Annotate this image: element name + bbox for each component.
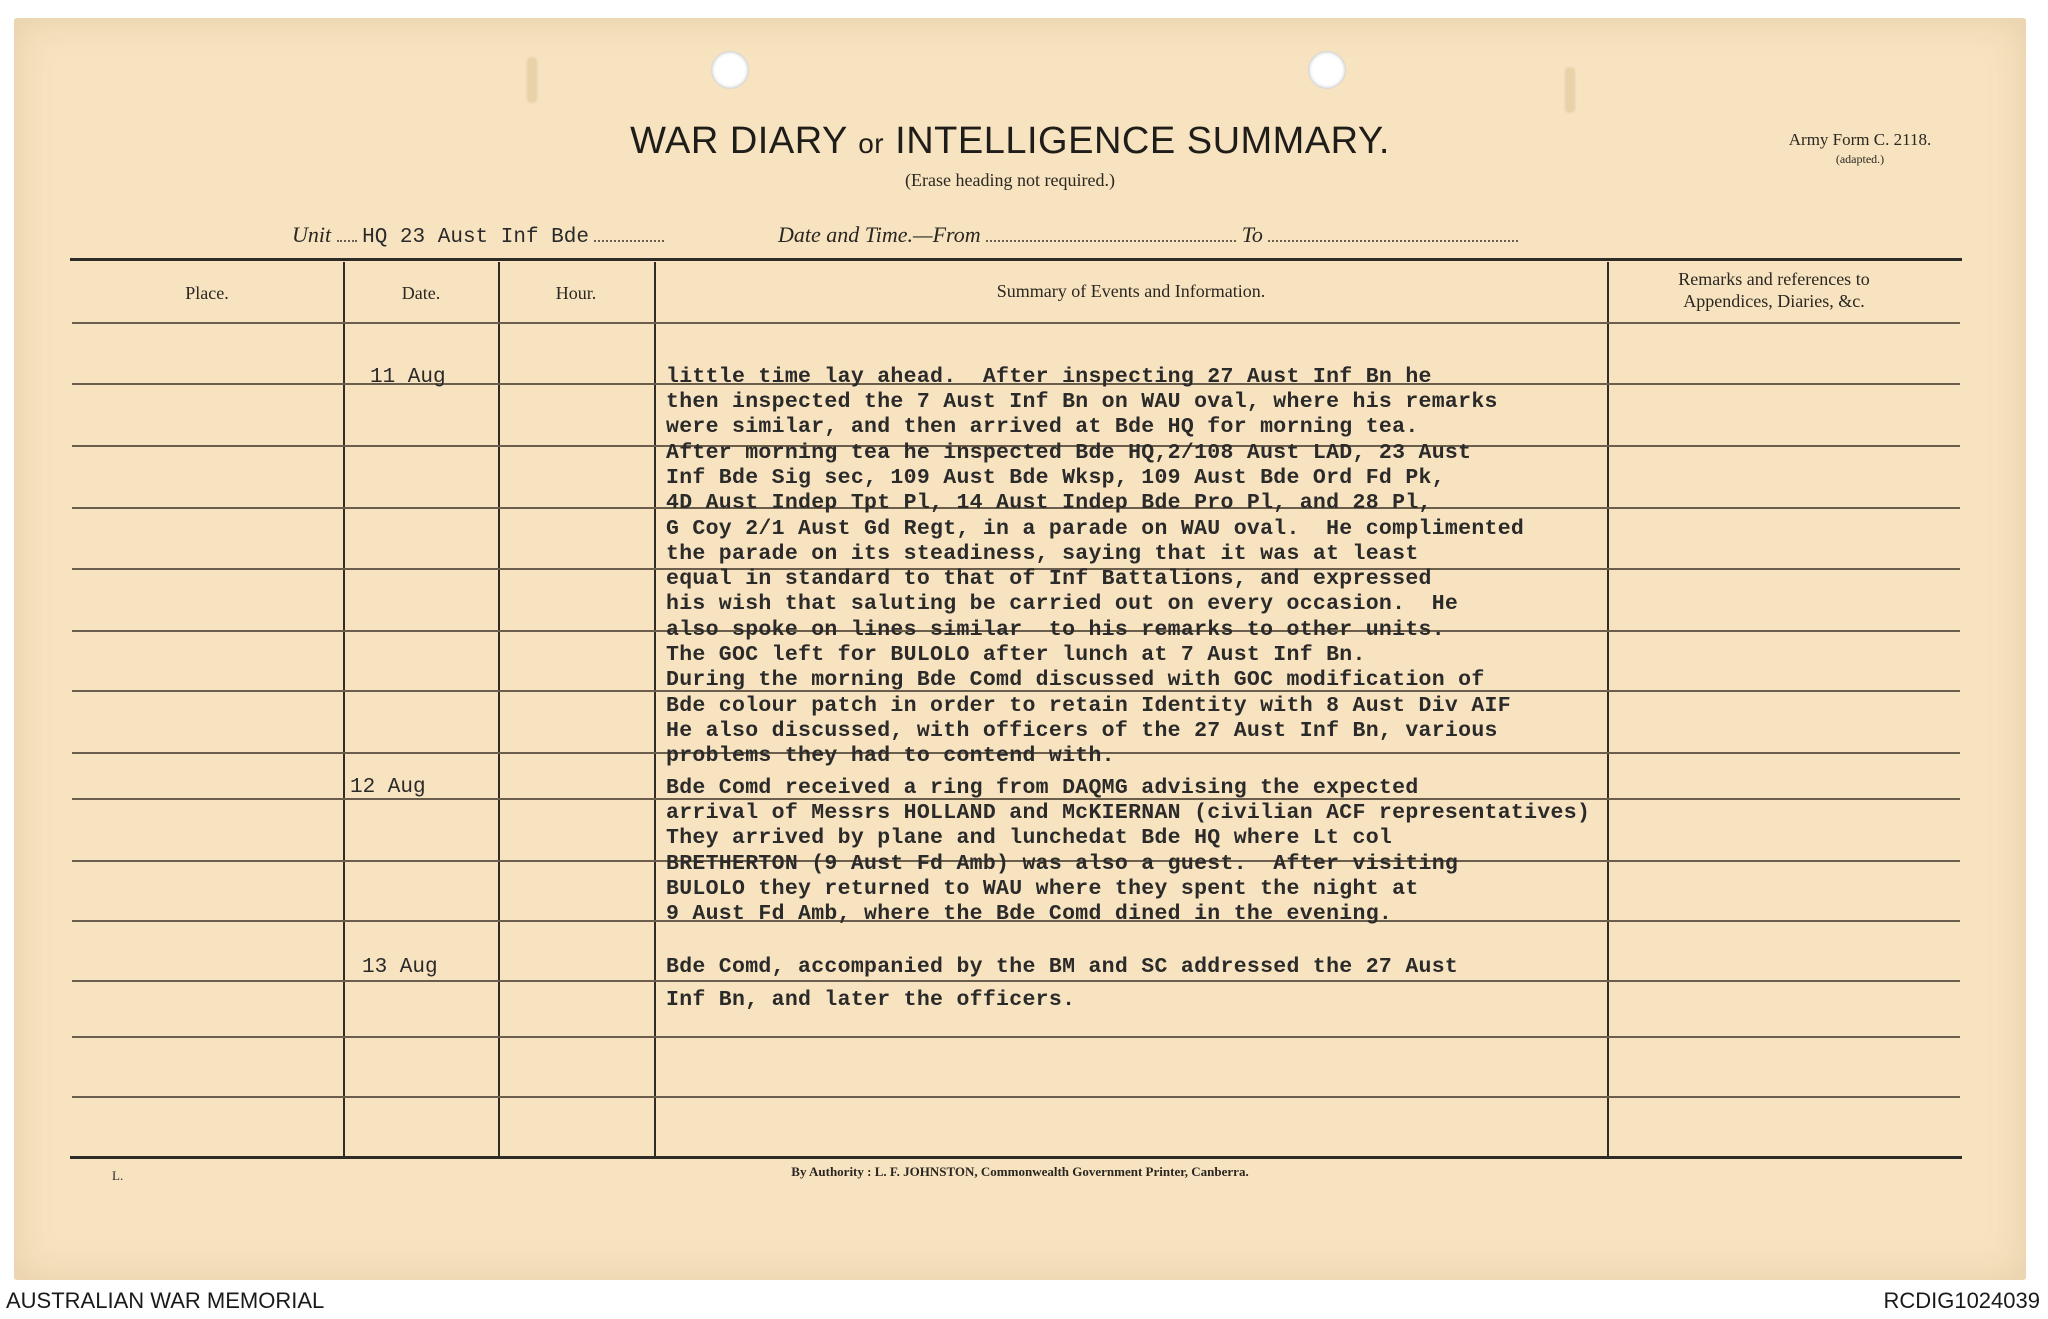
entry-line: Bde Comd received a ring from DAQMG advising the expected	[666, 776, 1419, 800]
ruled-row-line	[72, 980, 1960, 982]
date-entry-2: 12 Aug	[350, 776, 426, 799]
entry-line: arrival of Messrs HOLLAND and McKIERNAN (civilian ACF representatives)	[666, 801, 1591, 825]
unit-value: HQ 23 Aust Inf Bde	[362, 226, 589, 249]
date-time-label: Date and Time.—From	[778, 222, 981, 247]
column-divider-hour	[654, 262, 656, 1158]
entry-line: During the morning Bde Comd discussed with GOC modification of	[666, 668, 1485, 692]
entry-line: equal in standard to that of Inf Battalions, and expressed	[666, 567, 1432, 591]
form-title-part-1: WAR DIARY	[630, 120, 848, 162]
table-bottom-border	[70, 1156, 1962, 1159]
punch-hole-right	[1308, 51, 1346, 89]
archive-id: RCDIG1024039	[1883, 1288, 2040, 1313]
column-header-remarks	[1609, 268, 1939, 312]
column-header-hour: Hour.	[555, 283, 597, 303]
staple-mark-left	[528, 58, 536, 102]
ruled-row-line	[72, 322, 1960, 324]
entry-line: G Coy 2/1 Aust Gd Regt, in a parade on WAU oval. He complimented	[666, 517, 1525, 541]
entry-line: Bde colour patch in order to retain Identity with 8 Aust Div AIF	[666, 694, 1511, 718]
entry-line: also spoke on lines similar to his remarks to other units.	[666, 618, 1445, 642]
entry-line: They arrived by plane and lunchedat Bde HQ where Lt col	[666, 826, 1393, 850]
column-divider-date	[498, 262, 500, 1158]
form-subtitle: (Erase heading not required.)	[905, 170, 1115, 190]
to-label: To	[1241, 222, 1263, 247]
entry-line: Inf Bn, and later the officers.	[666, 988, 1076, 1012]
entry-line: were similar, and then arrived at Bde HQ for morning tea.	[666, 415, 1419, 439]
entry-line: He also discussed, with officers of the 27 Aust Inf Bn, various	[666, 719, 1498, 743]
column-header-remarks-line-1: Remarks and references to	[1678, 269, 1870, 289]
entry-line: Inf Bde Sig sec, 109 Aust Bde Wksp, 109 Aust Bde Ord Fd Pk,	[666, 466, 1445, 490]
printer-authority: By Authority : L. F. JOHNSTON, Commonwealth Government Printer, Canberra.	[791, 1164, 1249, 1179]
form-title	[580, 120, 1440, 163]
unit-row	[292, 222, 664, 249]
footer-mark: L.	[112, 1168, 124, 1183]
entry-line: Bde Comd, accompanied by the BM and SC addressed the 27 Aust	[666, 955, 1459, 979]
column-divider-summary	[1607, 262, 1609, 1158]
unit-label: Unit	[292, 222, 332, 247]
entry-line: 4D Aust Indep Tpt Pl, 14 Aust Indep Bde Pro Pl, and 28 Pl,	[666, 491, 1432, 515]
ruled-row-line	[72, 1036, 1960, 1038]
entry-line: BRETHERTON (9 Aust Fd Amb) was also a guest. After visiting	[666, 852, 1459, 876]
form-title-part-2: INTELLIGENCE SUMMARY.	[895, 120, 1390, 162]
entry-line: the parade on its steadiness, saying that it was at least	[666, 542, 1419, 566]
ruled-row-line	[72, 1096, 1960, 1098]
form-title-or: or	[858, 128, 885, 159]
entry-line: BULOLO they returned to WAU where they spent the night at	[666, 877, 1419, 901]
date-entry-1: 11 Aug	[370, 366, 446, 389]
column-header-summary: Summary of Events and Information.	[996, 281, 1266, 301]
table-top-border	[70, 258, 1962, 261]
column-header-remarks-line-2: Appendices, Diaries, &c.	[1683, 291, 1865, 311]
entry-line: his wish that saluting be carried out on every occasion. He	[666, 592, 1459, 616]
entry-line: The GOC left for BULOLO after lunch at 7 Aust Inf Bn.	[666, 643, 1366, 667]
entry-line: little time lay ahead. After inspecting 27 Aust Inf Bn he	[666, 365, 1432, 389]
column-divider-place	[343, 262, 345, 1158]
date-entry-3: 13 Aug	[362, 956, 438, 979]
army-form-adapted: (adapted.)	[1835, 152, 1885, 166]
army-form-number: Army Form C. 2118.	[1788, 130, 1932, 149]
column-header-date: Date.	[401, 283, 441, 303]
entry-line: 9 Aust Fd Amb, where the Bde Comd dined in the evening.	[666, 902, 1393, 926]
punch-hole-left	[711, 51, 749, 89]
staple-mark-right	[1566, 68, 1574, 112]
entry-line: problems they had to contend with.	[666, 744, 1115, 768]
date-time-row	[778, 222, 1518, 248]
entry-line: then inspected the 7 Aust Inf Bn on WAU oval, where his remarks	[666, 390, 1498, 414]
entry-line: After morning tea he inspected Bde HQ,2/108 Aust LAD, 23 Aust	[666, 441, 1472, 465]
archive-caption: AUSTRALIAN WAR MEMORIAL	[6, 1288, 325, 1313]
column-header-place: Place.	[185, 283, 229, 303]
